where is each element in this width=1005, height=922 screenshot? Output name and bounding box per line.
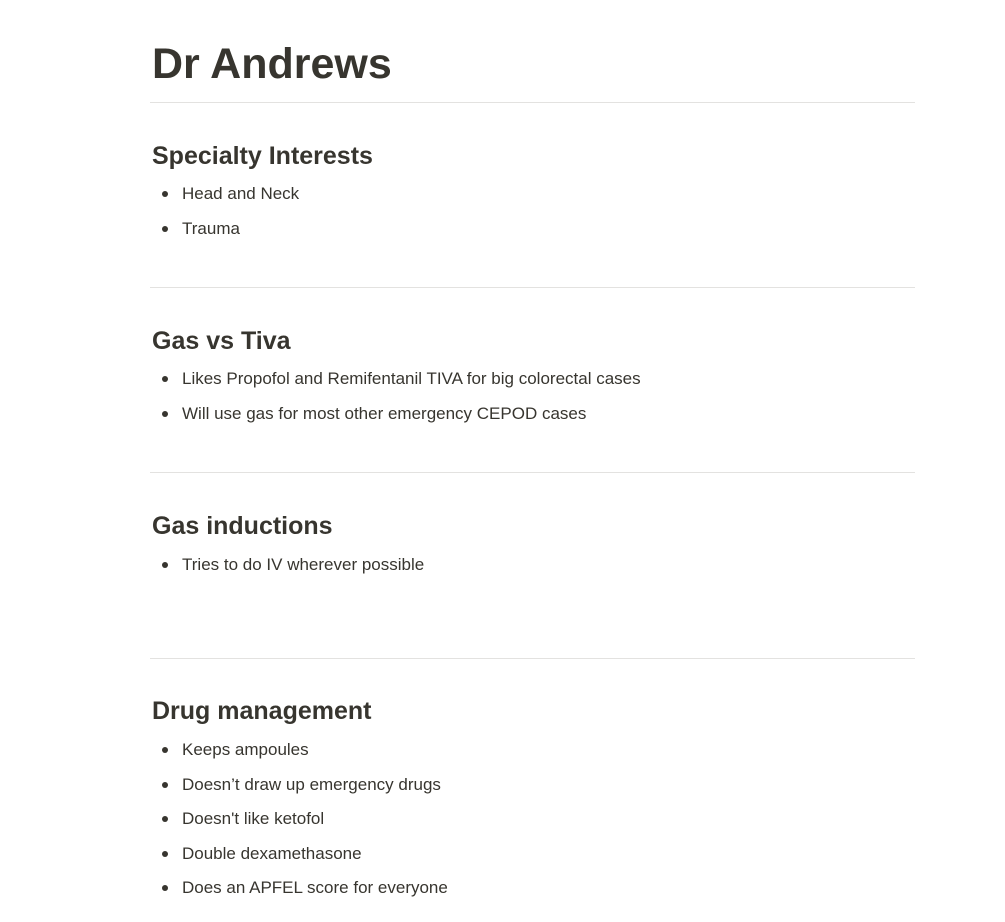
- bullet-icon: [162, 782, 168, 788]
- list-item-text: Doesn’t draw up emergency drugs: [182, 774, 441, 794]
- list-item-text: Will use gas for most other emergency CEPOD cases: [182, 403, 587, 423]
- list-item-text: Does an APFEL score for everyone: [182, 878, 448, 898]
- list-item-text: Double dexamethasone: [182, 843, 362, 863]
- bullet-icon: [162, 885, 168, 891]
- list-item-text: Keeps ampoules: [182, 740, 309, 759]
- list-item-text: Likes Propofol and Remifentanil TIVA for big colorectal cases: [182, 369, 641, 388]
- list-item-text: Doesn't like ketofol: [182, 809, 325, 829]
- list-item-text: Tries to do IV wherever possible: [182, 555, 425, 574]
- list-item-text: Trauma: [182, 218, 240, 238]
- bullet-icon: [162, 562, 168, 568]
- bullet-icon: [162, 376, 168, 382]
- divider: [150, 472, 915, 473]
- section-heading-drug-management: Drug management: [152, 697, 372, 725]
- section-heading-gas-vs-tiva: Gas vs Tiva: [152, 327, 291, 355]
- bullet-icon: [162, 226, 168, 232]
- bullet-icon: [162, 191, 168, 197]
- divider: [150, 287, 915, 288]
- divider: [150, 658, 915, 659]
- bullet-icon: [162, 747, 168, 753]
- list-item-text: Head and Neck: [182, 184, 300, 203]
- page-title: Dr Andrews: [152, 40, 392, 88]
- bullet-icon: [162, 411, 168, 417]
- divider: [150, 102, 915, 103]
- section-heading-gas-inductions: Gas inductions: [152, 512, 333, 540]
- bullet-icon: [162, 851, 168, 857]
- bullet-icon: [162, 816, 168, 822]
- section-heading-specialty-interests: Specialty Interests: [152, 142, 373, 170]
